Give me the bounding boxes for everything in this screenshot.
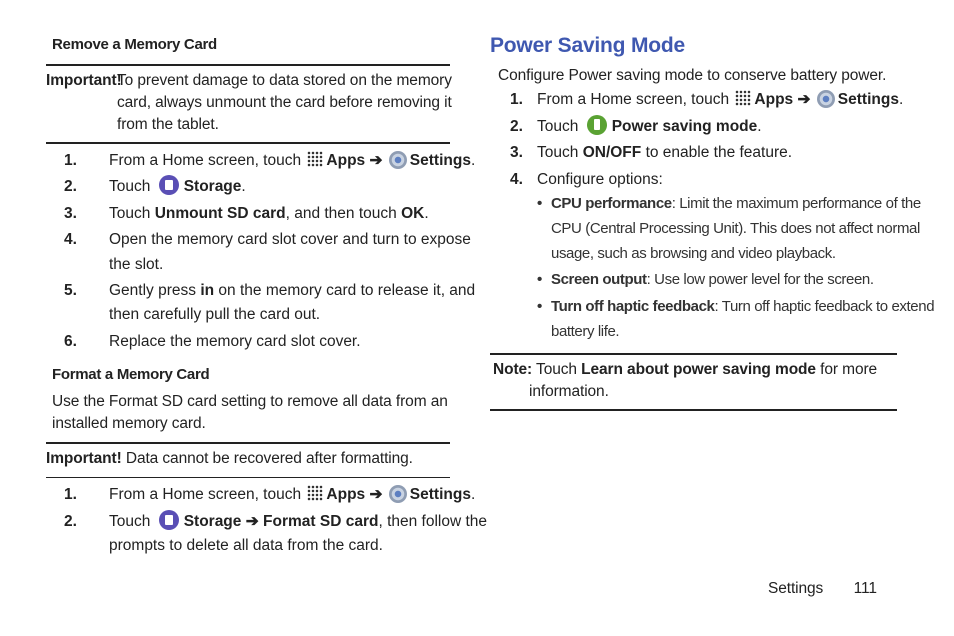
punctuation: . xyxy=(898,91,904,108)
intro-text: Configure Power saving mode to conserve battery power. xyxy=(498,67,887,84)
storage-icon xyxy=(159,175,179,195)
format-paragraph xyxy=(52,391,450,435)
bullet-icon: • xyxy=(537,195,542,212)
arrow-icon: ➔ xyxy=(245,513,259,530)
divider xyxy=(46,477,450,478)
option-text: usage, such as browsing and video playback. xyxy=(551,245,836,262)
important-text-line: card, always unmount the card before removing it xyxy=(117,94,452,111)
remove-memory-card-heading: Remove a Memory Card xyxy=(52,36,217,53)
important-text-line: To prevent damage to data stored on the memory xyxy=(117,72,452,89)
punctuation: . xyxy=(470,152,476,169)
step-text: on the memory card to release it, and xyxy=(218,282,476,299)
divider xyxy=(46,64,450,66)
apps-grid-icon xyxy=(307,485,323,501)
step-number: 1. xyxy=(64,152,77,169)
step-text: From a Home screen, touch xyxy=(109,486,302,503)
punctuation: . xyxy=(757,118,762,135)
step-text: Gently press xyxy=(109,282,197,299)
option-text: : Limit the maximum performance of the xyxy=(671,195,921,212)
ok-label: OK xyxy=(401,205,425,222)
step-text: Touch xyxy=(109,178,151,195)
step-text: to enable the feature. xyxy=(645,144,793,161)
step-text: Configure options: xyxy=(537,171,663,188)
note-text: Touch xyxy=(536,361,577,378)
bullet-icon: • xyxy=(537,271,542,288)
option-label: CPU performance xyxy=(551,195,672,212)
important-text-line: from the tablet. xyxy=(117,116,219,133)
note-text: information. xyxy=(529,383,609,400)
divider xyxy=(490,353,897,355)
arrow-icon: ➔ xyxy=(797,91,811,108)
battery-power-saving-icon xyxy=(587,115,607,135)
note-box xyxy=(493,359,897,403)
arrow-icon: ➔ xyxy=(369,152,383,169)
step-number: 2. xyxy=(510,118,523,135)
storage-label: Storage xyxy=(183,178,242,195)
step-text: the slot. xyxy=(109,256,164,273)
step-number: 1. xyxy=(64,486,77,503)
important-label: Important! xyxy=(46,450,122,467)
learn-about-power-saving-mode-label: Learn about power saving mode xyxy=(581,361,816,378)
step-text: From a Home screen, touch xyxy=(537,91,730,108)
option-text: CPU (Central Processing Unit). This does not affect normal xyxy=(551,220,920,237)
power-saving-mode-label: Power saving mode xyxy=(611,118,758,135)
settings-gear-icon xyxy=(389,151,407,169)
divider xyxy=(46,442,450,444)
important-text: Data cannot be recovered after formatting. xyxy=(125,450,413,467)
arrow-icon: ➔ xyxy=(369,486,383,503)
punctuation: . xyxy=(424,205,429,222)
paragraph-line: Use the Format SD card setting to remove all data from an xyxy=(52,393,448,410)
step-text: From a Home screen, touch xyxy=(109,152,302,169)
option-text: : Turn off haptic feedback to extend xyxy=(714,298,935,315)
storage-icon xyxy=(159,510,179,530)
apps-grid-icon xyxy=(307,151,323,167)
step-text: , and then touch xyxy=(285,205,397,222)
note-label: Note: xyxy=(493,361,533,378)
step-number: 2. xyxy=(64,178,77,195)
step-number: 6. xyxy=(64,333,77,350)
step-number: 4. xyxy=(64,231,77,248)
step-text: Open the memory card slot cover and turn to expose xyxy=(109,231,471,248)
option-text: : Use low power level for the screen. xyxy=(646,271,874,288)
divider xyxy=(490,409,897,411)
step-text: prompts to delete all data from the card. xyxy=(109,537,383,554)
footer-section-label: Settings xyxy=(768,580,824,597)
step-text: Touch xyxy=(109,205,151,222)
step-number: 2. xyxy=(64,513,77,530)
option-text: battery life. xyxy=(551,323,620,340)
option-label: Screen output xyxy=(551,271,647,288)
important-note-format xyxy=(46,448,450,470)
punctuation: . xyxy=(241,178,246,195)
step-text: Touch xyxy=(537,118,579,135)
settings-gear-icon xyxy=(817,90,835,108)
step-number: 5. xyxy=(64,282,77,299)
settings-label: Settings xyxy=(409,486,471,503)
settings-gear-icon xyxy=(389,485,407,503)
in-label: in xyxy=(200,282,215,299)
apps-label: Apps xyxy=(754,91,794,108)
step-text: Touch xyxy=(109,513,151,530)
punctuation: . xyxy=(470,486,476,503)
apps-label: Apps xyxy=(326,152,366,169)
settings-label: Settings xyxy=(837,91,899,108)
page-title: Power Saving Mode xyxy=(490,34,685,57)
step-number: 4. xyxy=(510,171,523,188)
paragraph-line: installed memory card. xyxy=(52,415,206,432)
note-text: for more xyxy=(820,361,878,378)
apps-label: Apps xyxy=(326,486,366,503)
step-number: 1. xyxy=(510,91,523,108)
important-label: Important! xyxy=(46,72,122,89)
option-label: Turn off haptic feedback xyxy=(551,298,715,315)
apps-grid-icon xyxy=(735,90,751,106)
step-number: 3. xyxy=(64,205,77,222)
step-text: Touch xyxy=(537,144,579,161)
step-number: 3. xyxy=(510,144,523,161)
storage-label: Storage xyxy=(183,513,242,530)
divider xyxy=(46,142,450,144)
unmount-sd-card-label: Unmount SD card xyxy=(154,205,286,222)
format-sd-card-label: Format SD card xyxy=(263,513,379,530)
page-number: 111 xyxy=(853,580,877,597)
footer xyxy=(768,578,877,600)
step-text: , then follow the xyxy=(378,513,488,530)
bullet-icon: • xyxy=(537,298,542,315)
on-off-label: ON/OFF xyxy=(582,144,642,161)
step-text: then carefully pull the card out. xyxy=(109,306,321,323)
format-memory-card-heading: Format a Memory Card xyxy=(52,366,210,383)
settings-label: Settings xyxy=(409,152,471,169)
step-text: Replace the memory card slot cover. xyxy=(109,333,361,350)
